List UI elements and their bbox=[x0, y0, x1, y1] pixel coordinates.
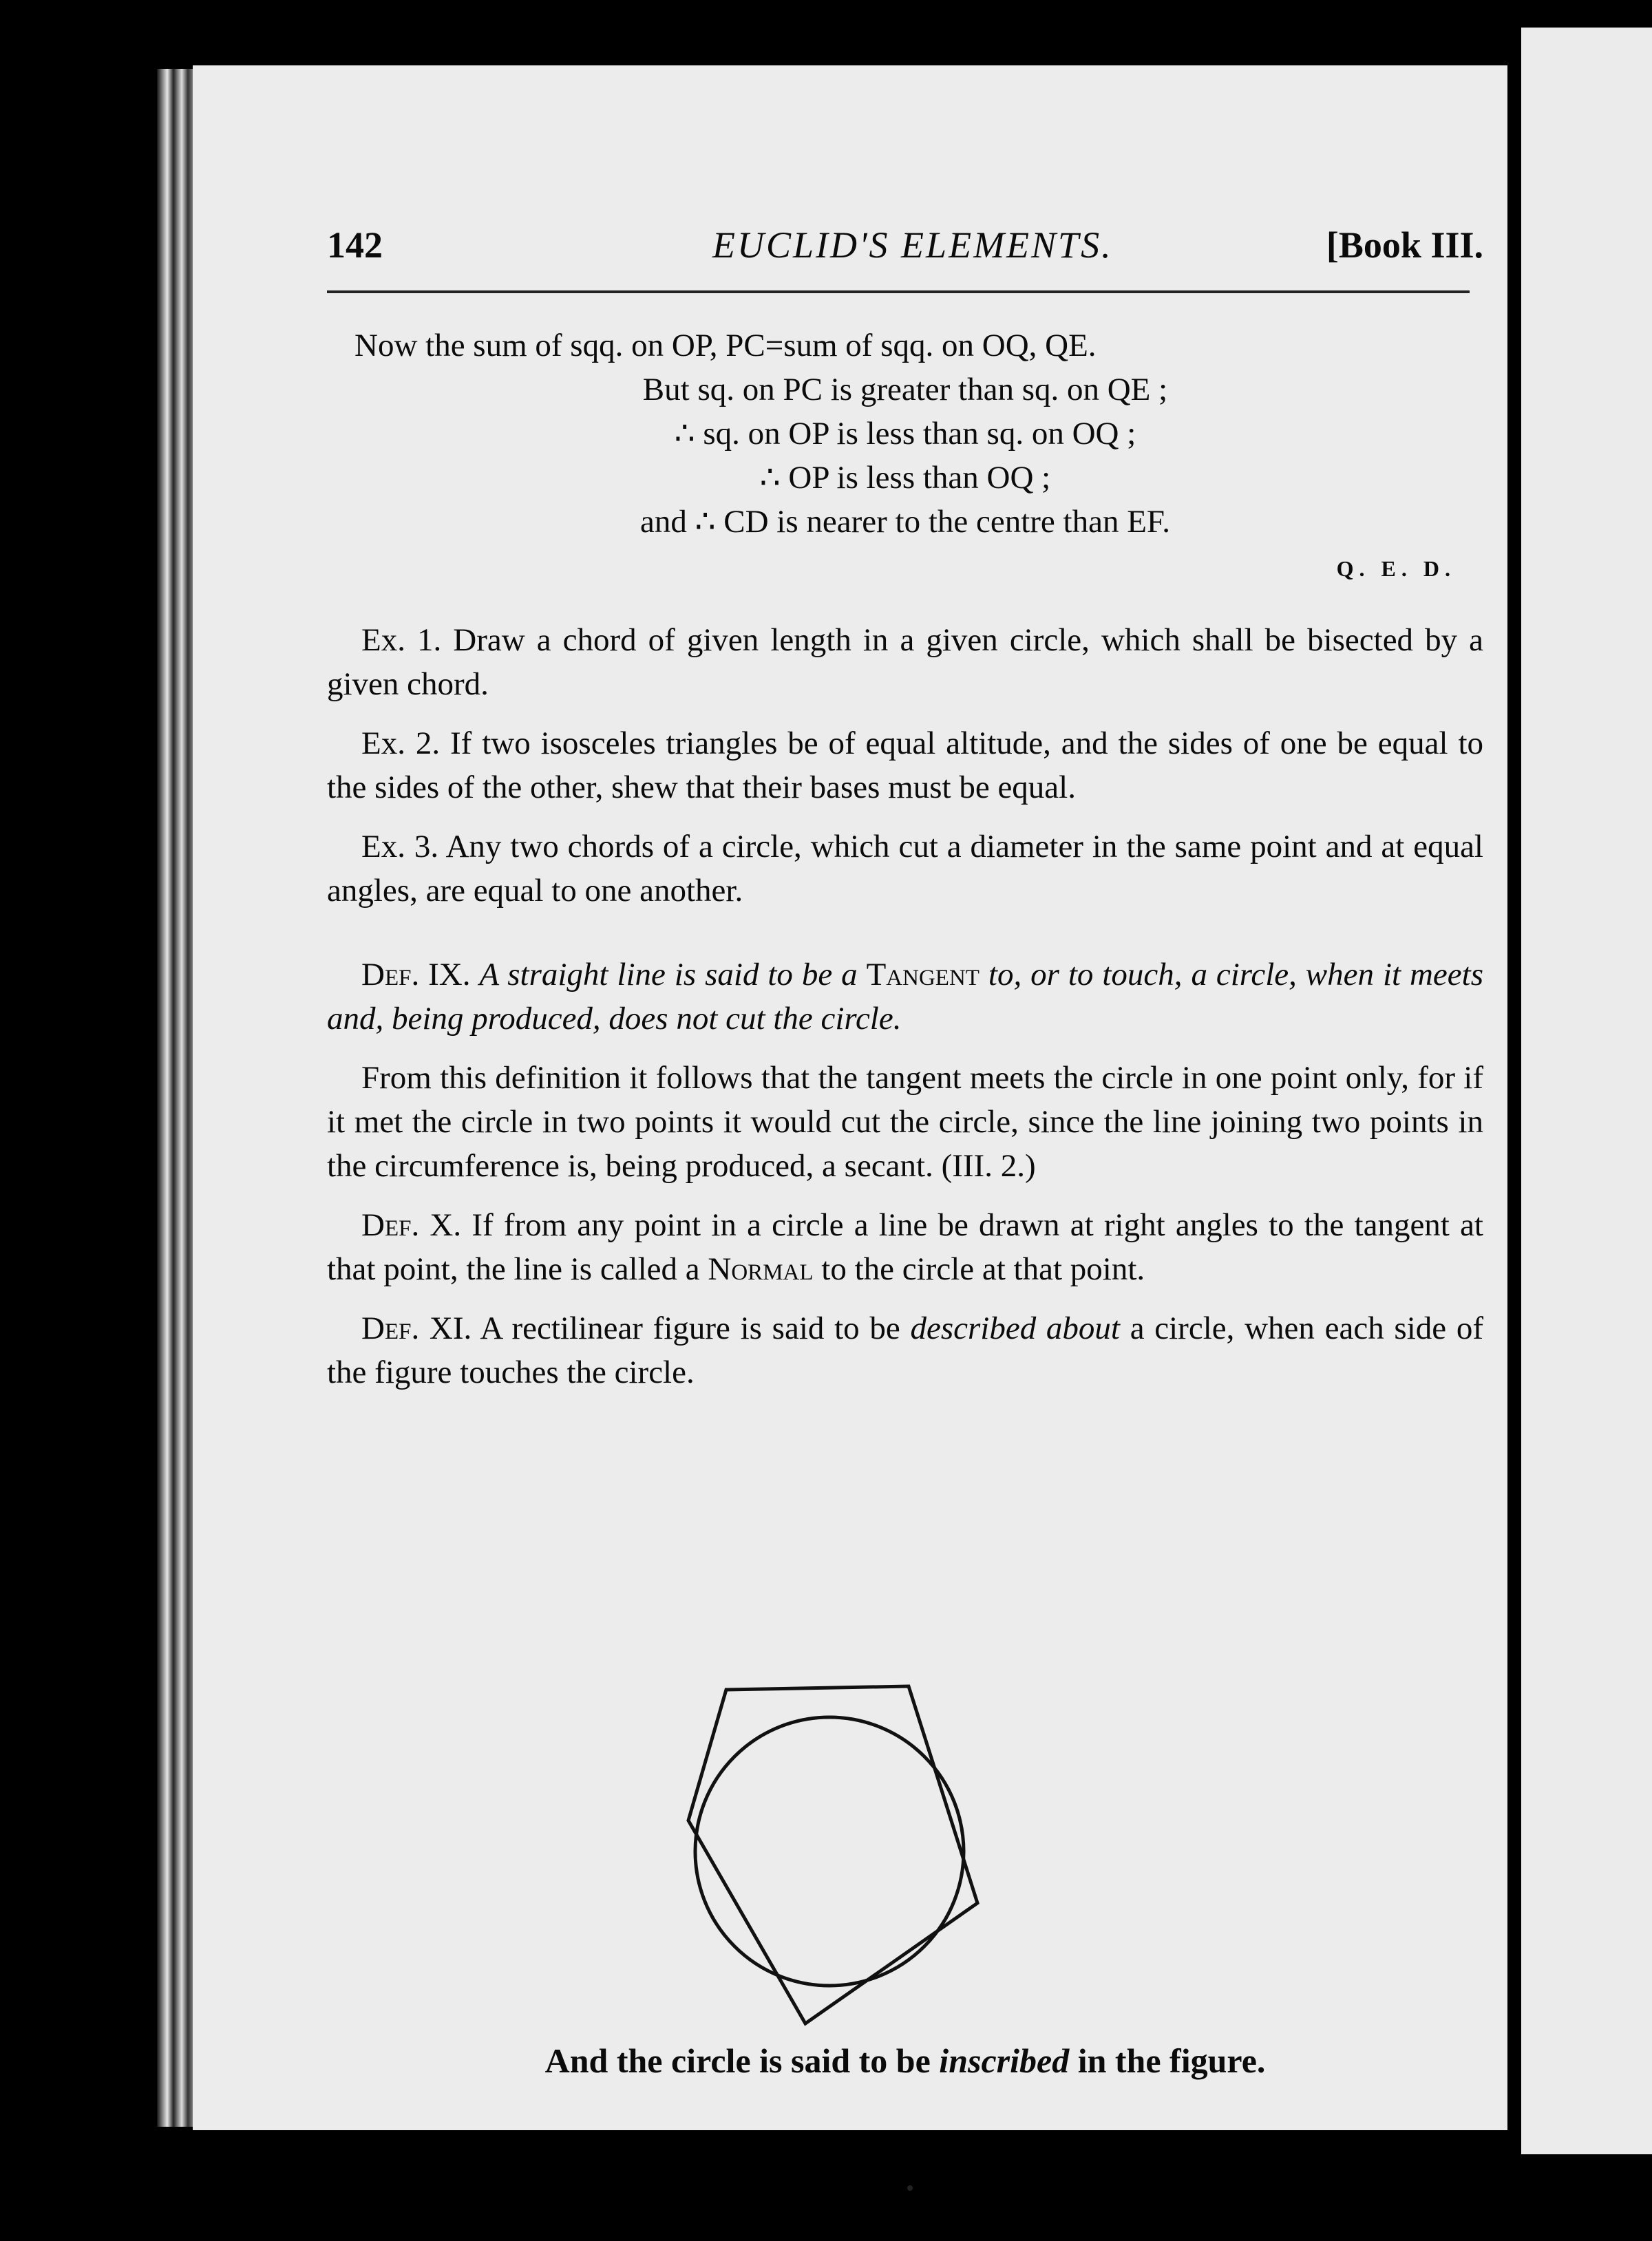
page-number: 142 bbox=[327, 224, 383, 266]
book-label: [Book III. bbox=[1326, 224, 1483, 266]
exercise-1-label: Ex. 1. bbox=[361, 622, 442, 658]
proof-line-3: ∴ sq. on OP is less than sq. on OQ ; bbox=[674, 416, 1136, 452]
proof-line-5: and ∴ CD is nearer to the centre than EF. bbox=[639, 504, 1171, 540]
book-page-edges bbox=[157, 69, 198, 2127]
figure-caption bbox=[327, 2041, 1483, 2081]
proof-line-1: Now the sum of sqq. on OP, PC=sum of sqq. on OQ, QE. bbox=[354, 328, 1097, 363]
exercise-2 bbox=[327, 721, 1483, 809]
definition-9-term: Tangent bbox=[866, 957, 979, 992]
bottom-dot bbox=[907, 2185, 913, 2191]
definition-10-text-a: If from any point in a circle a line be drawn at right angles to the tangent at that point, the line is called a bbox=[327, 1207, 1483, 1287]
caption-text-b: in the figure. bbox=[1077, 2041, 1266, 2080]
exercise-1 bbox=[327, 618, 1483, 706]
proof-block bbox=[327, 323, 1483, 544]
running-title: EUCLID'S ELEMENTS. bbox=[712, 224, 1113, 266]
circumscribed-polygon-figure bbox=[675, 1662, 1032, 2034]
exercise-2-text: If two isosceles triangles be of equal altitude, and the sides of one be equal to the sides of the other, shew that their bases must be equal. bbox=[327, 725, 1484, 805]
definition-11-label: Def. XI. bbox=[361, 1310, 472, 1346]
definition-10 bbox=[327, 1203, 1483, 1291]
definition-9-text-a: A straight line is said to be a bbox=[479, 957, 858, 992]
book-page bbox=[193, 65, 1507, 2130]
definition-9-followup: From this definition it follows that the tangent meets the circle in one point only, for if it met the circle in two points it would cut the circle, since the line joining two points in the circumference is, being produced, a secant. (III. 2.) bbox=[327, 1060, 1483, 1184]
definition-10-label: Def. X. bbox=[361, 1207, 462, 1243]
exercise-3-label: Ex. 3. bbox=[361, 829, 439, 864]
exercise-2-label: Ex. 2. bbox=[361, 725, 441, 761]
facing-page-edge bbox=[1521, 28, 1652, 2154]
definition-10-text-b: to the circle at that point. bbox=[821, 1251, 1145, 1287]
definition-10-term: Normal bbox=[708, 1251, 814, 1287]
definition-9-label: Def. IX. bbox=[361, 957, 471, 992]
page-body bbox=[327, 323, 1483, 1394]
qed-mark: Q. E. D. bbox=[1336, 556, 1456, 581]
exercise-1-text: Draw a chord of given length in a given circle, which shall be bisected by a given chord. bbox=[327, 622, 1483, 702]
proof-line-4: ∴ OP is less than OQ ; bbox=[759, 460, 1051, 496]
exercise-3-text: Any two chords of a circle, which cut a diameter in the same point and at equal angles, are equal to one another. bbox=[327, 829, 1483, 909]
definition-11-term: described about bbox=[910, 1310, 1120, 1346]
running-head bbox=[327, 224, 1483, 279]
exercise-3 bbox=[327, 825, 1483, 913]
definition-9-text-b: to, or to touch, a circle, when it meets and, being produced, does not cut the circle. bbox=[327, 957, 1484, 1037]
proof-line-2: But sq. on PC is greater than sq. on QE ; bbox=[642, 372, 1168, 407]
definition-11-text-b: a circle, when each side of the figure touches the circle. bbox=[327, 1310, 1483, 1390]
caption-text-a: And the circle is said to be bbox=[544, 2041, 931, 2080]
inscribed-circle bbox=[695, 1717, 964, 1986]
definition-11-text-a: A rectilinear figure is said to be bbox=[480, 1310, 900, 1346]
definition-11 bbox=[327, 1306, 1483, 1394]
polygon-outline bbox=[688, 1686, 977, 2024]
header-rule bbox=[327, 290, 1470, 293]
caption-term: inscribed bbox=[939, 2041, 1070, 2080]
definition-9 bbox=[327, 953, 1483, 1041]
